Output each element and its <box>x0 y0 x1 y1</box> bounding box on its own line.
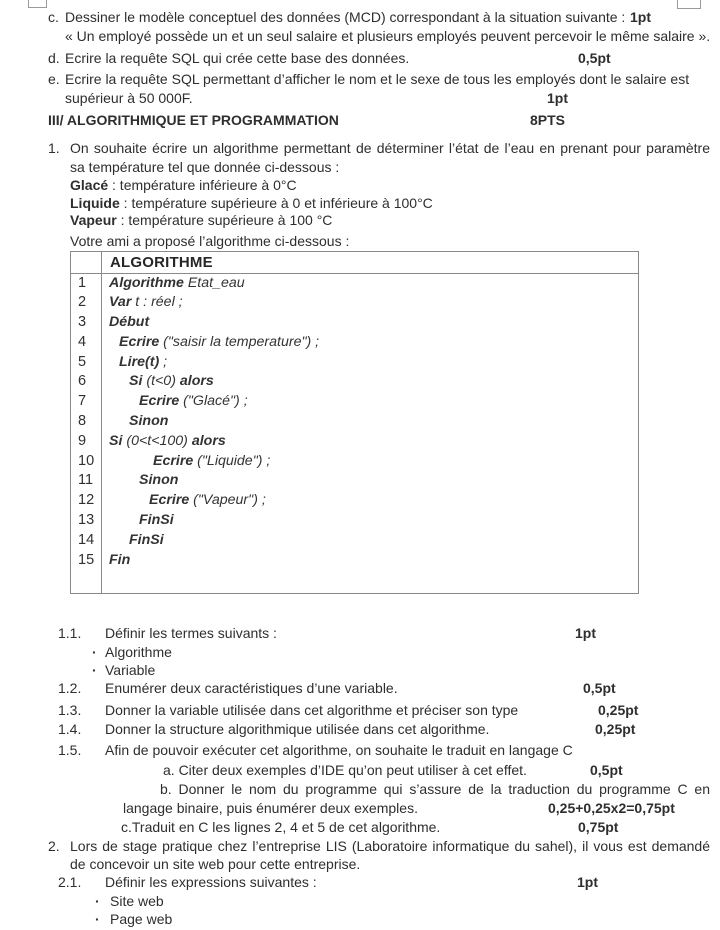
question-c-points: 1pt <box>630 9 651 25</box>
algorithm-body <box>71 274 638 592</box>
algorithm-line-number: 10 <box>78 452 95 469</box>
algorithm-line-code <box>101 471 638 491</box>
section3-title: III/ ALGORITHMIQUE ET PROGRAMMATION <box>48 112 339 128</box>
algorithm-keyword: Début <box>109 314 150 331</box>
algorithm-line-row <box>71 274 638 294</box>
algorithm-line-code <box>101 432 638 452</box>
algorithm-line-row <box>71 432 638 452</box>
algorithm-line-number: 12 <box>78 492 95 509</box>
exercise2-line1: Lors de stage pratique chez l’entreprise LIS (Laboratoire informatique du sahel), il vous est demandé <box>70 837 710 854</box>
question-c-text: Dessiner le modèle conceptuel des données (MCD) correspondant à la situation suivante : <box>65 9 626 25</box>
question-1-5-b-line2: langage binaire, puis énumérer deux exemples. <box>123 799 418 816</box>
state-liquide-def: : température supérieure à 0 et inférieure à 100°C <box>119 194 433 211</box>
state-glace-term: Glacé <box>70 177 109 193</box>
algorithm-header-title: ALGORITHME <box>110 253 213 271</box>
algorithm-table-header-row <box>71 252 638 274</box>
algorithm-line-number: 13 <box>78 512 95 529</box>
bullet-icon: · <box>92 661 97 678</box>
exercise1-intro-line1: On souhaite écrire un algorithme permettant de déterminer l’état de l’eau en prenant pour paramètre <box>70 140 710 156</box>
algorithm-line-code <box>101 293 638 313</box>
algorithm-line-row <box>71 551 638 571</box>
term-bullet-algorithme-row <box>0 643 720 661</box>
question-1-5-a-text: a. Citer deux exemples d’IDE qu’on peut utiliser à cet effet. <box>163 761 527 778</box>
algorithm-line-code <box>101 551 638 571</box>
algorithm-line-number: 5 <box>78 353 87 370</box>
algorithm-line-code <box>101 333 638 353</box>
question-1-5-c-row <box>0 818 720 837</box>
algorithm-line-row <box>71 313 638 333</box>
question-1-3-row <box>0 701 720 720</box>
algorithm-line-number: 9 <box>78 432 87 449</box>
exercise1-intro-row2 <box>0 158 720 177</box>
exercise2-marker: 2. <box>48 837 60 854</box>
algorithm-line-code <box>101 313 638 333</box>
term-bullet-siteweb-row <box>0 892 720 910</box>
algorithm-keyword: FinSi <box>139 512 174 529</box>
algorithm-line-code <box>101 412 638 432</box>
question-1-4-row <box>0 720 720 739</box>
question-e-row2 <box>0 89 720 108</box>
question-d-points: 0,5pt <box>578 50 611 66</box>
algorithm-line-code <box>101 392 638 412</box>
algorithm-code-text: ("Glacé") ; <box>179 393 248 410</box>
bullet-icon: · <box>92 643 97 660</box>
algorithm-line-number: 11 <box>78 472 94 489</box>
algorithm-line-row <box>71 372 638 392</box>
bullet-icon: · <box>95 892 100 909</box>
question-1-2-row <box>0 679 720 698</box>
state-glace-row <box>0 177 720 195</box>
state-vapeur-row <box>0 212 720 230</box>
algorithm-line-number: 8 <box>78 413 87 430</box>
algorithm-code-text: (0<t<100) <box>122 432 192 449</box>
question-d-text: Ecrire la requête SQL qui crée cette base des données. <box>65 50 410 66</box>
algorithm-line-code <box>101 372 638 392</box>
question-e-points: 1pt <box>547 90 568 106</box>
algorithm-line-code <box>101 511 638 531</box>
question-1-5-marker: 1.5. <box>58 741 82 758</box>
question-1-5-b-line1: b. Donner le nom du programme qui s’assure de la traduction du programme C en <box>160 780 710 797</box>
question-d-row <box>0 49 720 68</box>
question-1-3-points: 0,25pt <box>598 701 639 718</box>
algorithm-line-row <box>71 353 638 373</box>
algorithm-keyword: Lire(t) <box>119 353 160 370</box>
question-2-1-text: Définir les expressions suivantes : <box>105 873 317 890</box>
question-1-5-text: Afin de pouvoir exécuter cet algorithme, on souhaite le traduit en langage C <box>105 741 573 758</box>
algorithm-keyword: Ecrire <box>153 452 194 469</box>
algorithm-keyword: Sinon <box>139 472 179 489</box>
question-2-1-marker: 2.1. <box>58 873 82 890</box>
algorithm-line-row <box>71 293 638 313</box>
question-1-5-b-row2 <box>0 799 720 818</box>
question-c-quote <box>0 27 720 46</box>
algorithm-line-code <box>101 353 638 373</box>
algorithm-code-text: ; <box>159 353 168 370</box>
question-1-5-c-text: c.Traduit en C les lignes 2, 4 et 5 de cet algorithme. <box>121 818 441 835</box>
question-e-row <box>0 70 720 89</box>
algorithm-prompt-text: Votre ami a proposé l’algorithme ci-dessous : <box>70 232 350 249</box>
question-c-quote-text: « Un employé possède un et un seul salaire et plusieurs employés peuvent percevoir le même salaire ». <box>65 28 711 44</box>
algorithm-keyword: FinSi <box>129 531 164 548</box>
algorithm-code-text: t : réel ; <box>131 294 183 311</box>
algorithm-line-number: 2 <box>78 294 87 311</box>
algorithm-line-code <box>101 491 638 511</box>
question-1-5-b-row1 <box>0 780 720 799</box>
state-liquide-row <box>0 195 720 213</box>
term-bullet-variable-row <box>0 661 720 679</box>
algorithm-line-number: 3 <box>78 314 87 331</box>
state-vapeur-term: Vapeur <box>70 212 117 228</box>
algorithm-keyword: Sinon <box>129 413 169 430</box>
algorithm-line-code <box>101 274 638 294</box>
question-1-1-points: 1pt <box>575 624 596 641</box>
algorithm-keyword: Si <box>109 432 123 449</box>
algorithm-code-text: ("saisir la temperature") ; <box>159 333 320 350</box>
question-e-text-line1: Ecrire la requête SQL permettant d’afficher le nom et le sexe de tous les employés dont le salaire est <box>65 71 690 87</box>
state-liquide-term: Liquide <box>70 194 120 211</box>
algorithm-line-code <box>101 531 638 551</box>
algorithm-line-row <box>71 511 638 531</box>
algorithm-line-row <box>71 531 638 551</box>
question-c-row <box>0 8 720 27</box>
algorithm-line-row <box>71 471 638 491</box>
algorithm-code-text: ("Liquide") ; <box>193 452 271 469</box>
algorithm-line-row <box>71 333 638 353</box>
algorithm-keyword: Var <box>109 294 132 311</box>
term-bullet-pageweb-row <box>0 910 720 928</box>
question-1-2-marker: 1.2. <box>58 679 82 696</box>
algorithm-keyword: Ecrire <box>119 333 160 350</box>
exercise2-row2 <box>0 855 720 873</box>
term-algorithme-label: Algorithme <box>105 643 172 660</box>
question-1-5-b-points: 0,25+0,25x2=0,75pt <box>548 799 675 816</box>
question-e-text-line2: supérieur à 50 000F. <box>65 90 193 106</box>
question-1-1-text: Définir les termes suivants : <box>105 624 277 641</box>
algorithm-table <box>70 251 639 594</box>
algorithm-code-text: (t<0) <box>142 373 180 390</box>
state-glace-def: : température inférieure à 0°C <box>108 177 297 193</box>
algorithm-code-text: ("Vapeur") ; <box>189 492 266 509</box>
question-1-4-text: Donner la structure algorithmique utilisée dans cet algorithme. <box>105 720 490 737</box>
exercise1-intro-row1 <box>0 139 720 158</box>
question-1-3-text: Donner la variable utilisée dans cet algorithme et préciser son type <box>105 701 519 718</box>
page-crop-mark-top-left <box>28 0 47 8</box>
algorithm-keyword-2: alors <box>179 373 214 390</box>
question-1-5-row <box>0 741 720 760</box>
algorithm-line-number: 1 <box>78 274 87 291</box>
exercise1-marker: 1. <box>48 140 60 156</box>
question-1-4-marker: 1.4. <box>58 720 82 737</box>
question-c-marker: c. <box>48 9 59 25</box>
algorithm-line-row <box>71 412 638 432</box>
question-1-5-a-row <box>0 761 720 780</box>
algorithm-line-number: 14 <box>78 531 95 548</box>
section3-points: 8PTS <box>530 112 566 128</box>
algorithm-keyword: Fin <box>109 551 131 568</box>
algorithm-prompt-row <box>0 232 720 251</box>
algorithm-line-row <box>71 452 638 472</box>
exercise2-row1 <box>0 837 720 855</box>
algorithm-keyword: Si <box>129 373 143 390</box>
algorithm-line-number: 6 <box>78 373 87 390</box>
algorithm-code-text: Etat_eau <box>183 274 245 291</box>
exercise2-line2: de concevoir un site web pour cette entreprise. <box>70 855 361 872</box>
term-siteweb-label: Site web <box>110 892 164 909</box>
algorithm-line-number: 4 <box>78 333 87 350</box>
question-1-3-marker: 1.3. <box>58 701 82 718</box>
algorithm-keyword: Algorithme <box>109 274 184 291</box>
question-1-1-marker: 1.1. <box>58 624 82 641</box>
algorithm-line-row <box>71 491 638 511</box>
algorithm-line-number: 15 <box>78 551 95 568</box>
question-1-5-a-points: 0,5pt <box>590 761 623 778</box>
algorithm-table-column-divider <box>101 252 102 593</box>
term-variable-label: Variable <box>105 661 156 678</box>
question-2-1-points: 1pt <box>577 873 598 890</box>
question-d-marker: d. <box>48 50 60 66</box>
algorithm-line-number: 7 <box>78 393 87 410</box>
bullet-icon: · <box>95 910 100 927</box>
term-pageweb-label: Page web <box>110 910 173 927</box>
question-1-2-points: 0,5pt <box>583 679 616 696</box>
question-1-2-text: Enumérer deux caractéristiques d’une variable. <box>105 679 398 696</box>
algorithm-line-code <box>101 452 638 472</box>
state-vapeur-def: : température supérieure à 100 °C <box>116 212 333 228</box>
section3-heading-row <box>0 111 720 130</box>
algorithm-keyword: Ecrire <box>149 492 190 509</box>
algorithm-keyword-2: alors <box>191 432 226 449</box>
question-1-1-row <box>0 624 720 643</box>
algorithm-line-row <box>71 392 638 412</box>
algorithm-keyword: Ecrire <box>139 393 180 410</box>
question-1-4-points: 0,25pt <box>595 720 636 737</box>
question-e-marker: e. <box>48 71 60 87</box>
question-2-1-row <box>0 873 720 892</box>
question-1-5-c-points: 0,75pt <box>578 818 619 835</box>
exercise1-intro-line2: sa température tel que donnée ci-dessous : <box>70 159 340 175</box>
